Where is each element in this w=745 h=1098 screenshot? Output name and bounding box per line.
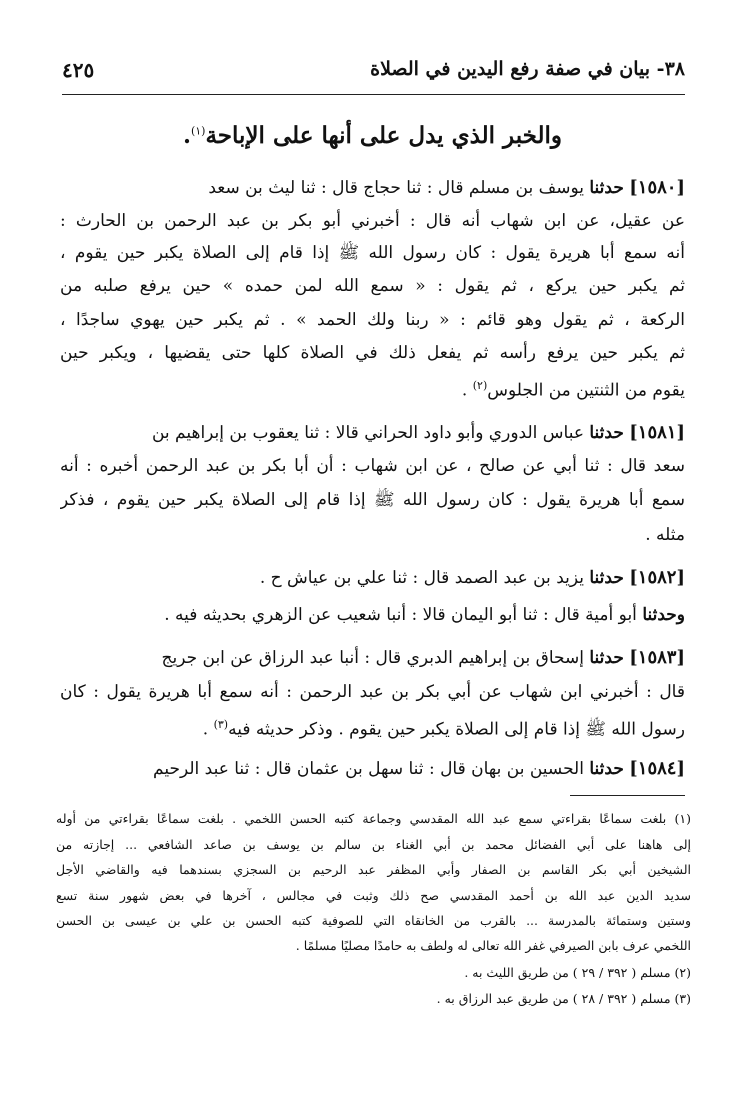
footnote-separator — [570, 795, 685, 796]
footnote-line: (١) بلغت سماعًا بقراءتي سمع عبد الله المقدسي وجماعة كتبه الحسن اللخمي . بلغت سماعًا بقراءتي من أوله — [56, 811, 691, 826]
hadith-line: ثم يكبر حين يركع ، ثم يقول : « سمع الله لمن حمده » حين يرفع صلبه من — [60, 276, 685, 296]
line-text: عباس الدوري وأبو داود الحراني قالا : ثنا يعقوب بن إبراهيم بن — [151, 423, 584, 443]
footnote-line: وستين وستمائة بالمدرسة ... بالقرب من الخانقاه التي للصوفية كتبه الحسن بن علي بن عيسى بن الحسن — [56, 913, 691, 928]
hadith-line: عن عقيل، عن ابن شهاب أنه قال : أخبرني أبو بكر بن عبد الرحمن بن الحارث : — [60, 211, 685, 231]
section-heading: والخبر الذي يدل على أنها على الإباحة$^{(١)}$. — [182, 122, 563, 149]
hadith-number: [١٥٨٣] — [629, 647, 685, 668]
hadith-line — [60, 757, 685, 781]
line-text: الحسين بن بهان قال : ثنا سهل بن عثمان قال : ثنا عبد الرحيم — [153, 759, 584, 779]
hadith-line — [60, 566, 685, 590]
hadith-line: سمع أبا هريرة يقول : كان رسول الله ﷺ إذا قام إلى الصلاة يكبر حين يقوم ، فذكر — [60, 490, 685, 510]
line-text: إسحاق بن إبراهيم الدبري قال : أنبا عبد الرزاق عن ابن جريج — [161, 648, 584, 668]
narration-keyword: حدثنا — [589, 568, 624, 588]
line-text: رسول الله ﷺ إذا قام إلى الصلاة يكبر حين يقوم . وذكر حديثه فيه — [228, 719, 685, 740]
footnote-line: اللخمي عرف بابن الصيرفي غفر الله تعالى له ولطف به حامدًا مصليًا مسلمًا . — [295, 938, 691, 953]
line-tail: . — [461, 380, 473, 401]
hadith-line — [60, 603, 685, 627]
footnote-ref: (٣) — [213, 718, 229, 731]
header-rule — [62, 94, 685, 95]
page-number: ٤٢٥ — [62, 58, 95, 82]
hadith-line: ثم يكبر حين يرفع رأسه ثم يفعل ذلك في الصلاة كلها حتى يقضيها ، ويكبر حين — [60, 343, 685, 363]
hadith-line — [60, 176, 685, 200]
narration-keyword: وحدثنا — [642, 605, 685, 625]
chapter-title: ٣٨- بيان في صفة رفع اليدين في الصلاة — [370, 58, 685, 80]
narration-keyword: حدثنا — [589, 759, 624, 779]
hadith-line — [60, 713, 685, 742]
footnote-line: الشيخين أبي بكر القاسم بن الصفار وأبي المظفر عبد الرحيم بن السجزي بسندهما فيه والقاضي الأجل — [56, 862, 691, 877]
hadith-line: أنه سمع أبا هريرة يقول : كان رسول الله ﷺ إذا قام إلى الصلاة يكبر حين يقوم ، — [60, 243, 685, 263]
narration-keyword: حدثنا — [589, 423, 624, 443]
line-tail: . — [202, 719, 214, 740]
footnote-line: (٢) مسلم ( ٣٩٢ / ٢٩ ) من طريق الليث به . — [464, 965, 691, 980]
narration-keyword: حدثنا — [589, 178, 624, 198]
hadith-line: الركعة ، ثم يقول وهو قائم : « ربنا ولك الحمد » . ثم يكبر حين يهوي ساجدًا ، — [60, 310, 685, 330]
footnote-line: (٣) مسلم ( ٣٩٢ / ٢٨ ) من طريق عبد الرزاق به . — [436, 991, 691, 1006]
hadith-line — [60, 421, 685, 445]
hadith-number: [١٥٨٢] — [629, 567, 685, 588]
hadith-number: [١٥٨١] — [629, 422, 685, 443]
footnote-ref: (٢) — [472, 379, 488, 392]
hadith-number: [١٥٨٤] — [629, 758, 685, 779]
footnote-ref: (١) — [190, 124, 206, 138]
line-text: يقوم من الثنتين من الجلوس — [487, 380, 685, 401]
footnote-line: إلى هاهنا على أبي الفضائل محمد بن أبي الغناء بن سالم بن يوسف بن صاعد الشافعي ... إجازته من — [56, 837, 691, 852]
hadith-line: مثله . — [645, 525, 685, 545]
footnote-line: سديد الدين عبد الله بن أحمد المقدسي صح ذلك وثبت في مجالس ، آخرها في بعض شهور سنة تسع — [56, 888, 691, 903]
line-text: يزيد بن عبد الصمد قال : ثنا علي بن عياش ح . — [259, 568, 584, 588]
hadith-line: قال : أخبرني ابن شهاب عن أبي بكر بن عبد الرحمن : أنه سمع أبا هريرة يقول : كان — [60, 682, 685, 702]
running-header — [62, 58, 685, 88]
hadith-line: سعد قال : ثنا أبي عن صالح ، عن ابن شهاب : أن أبا بكر بن عبد الرحمن أخبره : أنه — [60, 456, 685, 476]
narration-keyword: حدثنا — [589, 648, 624, 668]
hadith-line — [60, 374, 685, 403]
line-text: يوسف بن مسلم قال : ثنا حجاج قال : ثنا ليث بن سعد — [208, 178, 584, 198]
section-heading-text: والخبر الذي يدل على أنها على الإباحة — [205, 122, 563, 149]
line-text: أبو أمية قال : ثنا أبو اليمان قالا : أنبا شعيب عن الزهري بحديثه فيه . — [164, 605, 637, 625]
hadith-line — [60, 646, 685, 670]
hadith-number: [١٥٨٠] — [629, 177, 685, 198]
